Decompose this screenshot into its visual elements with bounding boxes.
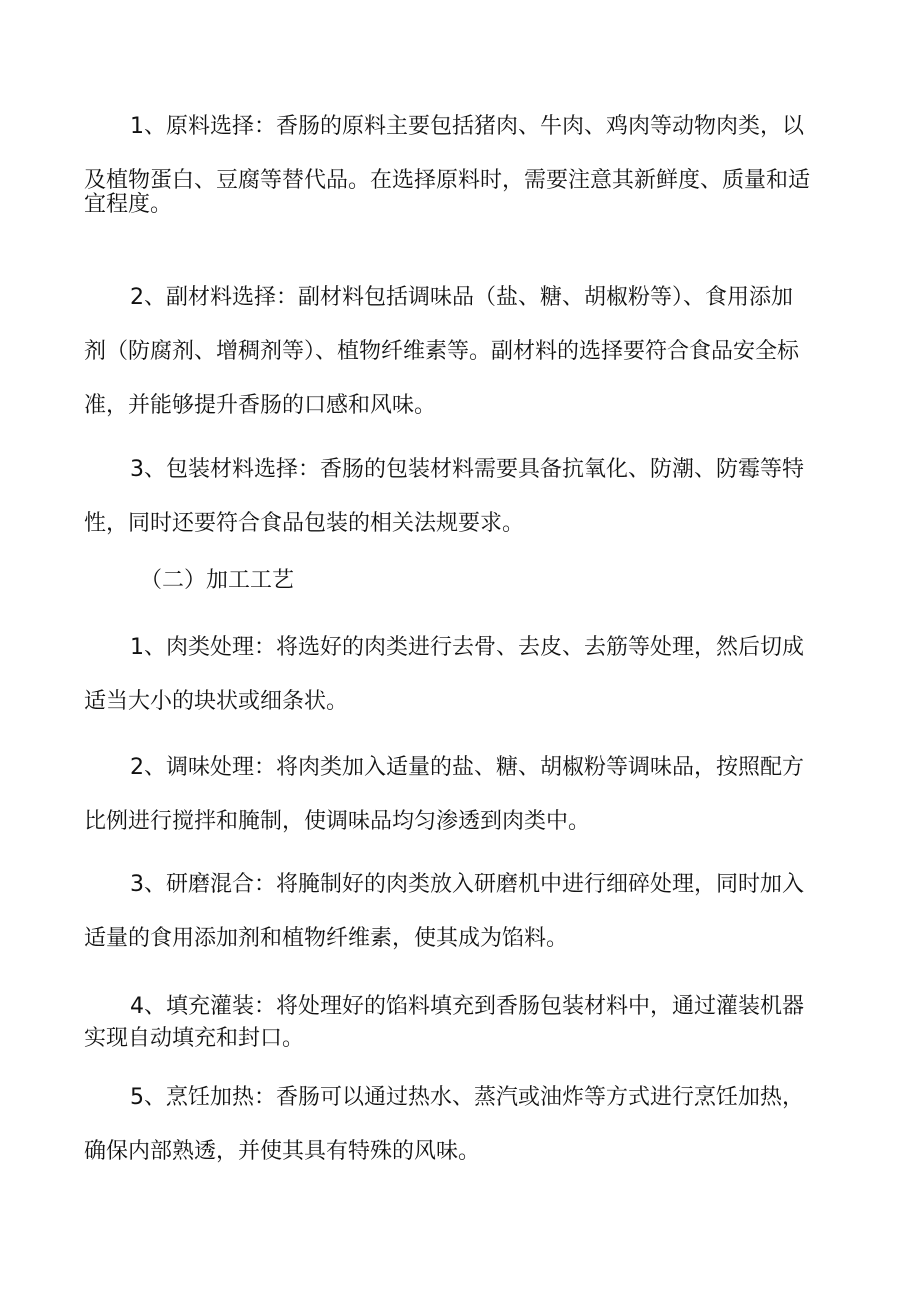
para-1-line-3: 宜程度。 <box>84 192 173 217</box>
para-3-line-1: 3、包装材料选择：香肠的包装材料需要具备抗氧化、防潮、防霉等特 <box>130 457 804 482</box>
para-2-line-3: 准，并能够提升香肠的口感和风味。 <box>84 393 437 418</box>
para-6-line-2: 适量的食用添加剂和植物纤维素，使其成为馅料。 <box>84 926 569 951</box>
para-6-line-1: 3、研磨混合：将腌制好的肉类放入研磨机中进行细碎处理，同时加入 <box>130 872 804 897</box>
para-7-line-2: 实现自动填充和封口。 <box>84 1026 305 1051</box>
para-5-line-1: 2、调味处理：将肉类加入适量的盐、糖、胡椒粉等调味品，按照配方 <box>130 755 804 780</box>
para-2-line-2: 剂（防腐剂、增稠剂等）、植物纤维素等。副材料的选择要符合食品安全标 <box>84 339 800 364</box>
para-7-line-1: 4、填充灌装：将处理好的馅料填充到香肠包装材料中，通过灌装机器 <box>130 994 804 1019</box>
para-3-line-2: 性，同时还要符合食品包装的相关法规要求。 <box>84 511 525 536</box>
para-4-line-1: 1、肉类处理：将选好的肉类进行去骨、去皮、去筋等处理，然后切成 <box>130 635 804 660</box>
para-2-line-1: 2、副材料选择：副材料包括调味品（盐、糖、胡椒粉等）、食用添加 <box>130 285 793 310</box>
para-1-line-1: 1、原料选择：香肠的原料主要包括猪肉、牛肉、鸡肉等动物肉类，以 <box>130 114 804 139</box>
section-heading: （二）加工工艺 <box>140 568 295 593</box>
para-4-line-2: 适当大小的块状或细条状。 <box>84 689 349 714</box>
para-8-line-2: 确保内部熟透，并使其具有特殊的风味。 <box>84 1139 481 1164</box>
para-8-line-1: 5、烹饪加热：香肠可以通过热水、蒸汽或油炸等方式进行烹饪加热， <box>130 1085 804 1110</box>
para-1-line-2: 及植物蛋白、豆腐等替代品。在选择原料时，需要注意其新鲜度、质量和适 <box>84 168 811 193</box>
para-5-line-2: 比例进行搅拌和腌制，使调味品均匀渗透到肉类中。 <box>84 809 591 834</box>
